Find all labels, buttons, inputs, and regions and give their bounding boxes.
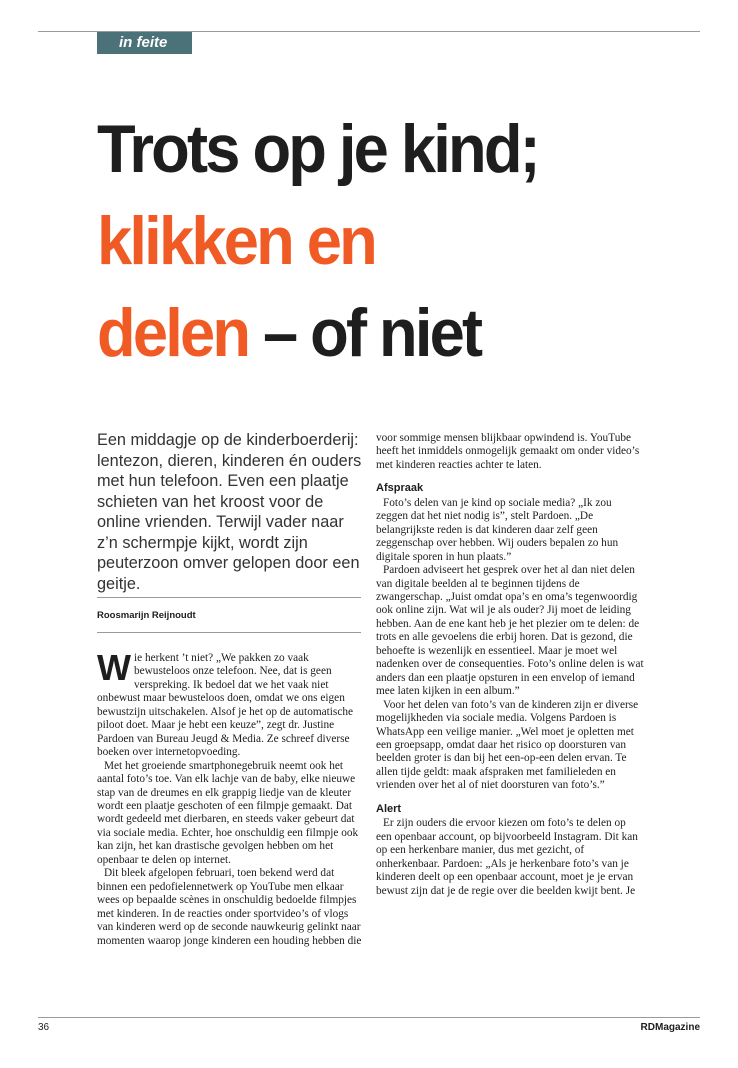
article-column-left — [97, 647, 365, 948]
section-tag: in feite — [97, 32, 192, 54]
author-rule-top — [97, 597, 361, 598]
body-paragraph: Met het groeiende smartphonegebruik neemt ook het aantal foto’s toe. Van elk lachje van de baby, elke nieuwe stap van de dreumes en elk grappig liedje van de kleuter wordt een plaatje geschoten of een filmpje gemaakt. Dat wordt gedeeld met dierbaren, en steeds vaker gebeurt dat via sociale media. Echter, hoe onschuldig een filmpje ook kan zijn, het kan drastische gevolgen hebben om het openbaar te delen op internet. — [97, 759, 359, 866]
body-paragraph: Dit bleek afgelopen februari, toen bekend werd dat binnen een pedofielennetwerk op YouTube men elkaar wees op bepaalde scènes in onschuldig bedoelde filmpjes met kinderen. In de reacties onder sportvideo’s of vlogs van kinderen werd op de seconde nauwkeurig gelinkt naar momenten waarop jonge kinderen een houding hebben die — [97, 867, 362, 947]
headline-line-2: klikken en — [97, 203, 375, 279]
page-number: 36 — [38, 1022, 50, 1033]
headline-line-3 — [97, 287, 538, 379]
body-paragraph: Voor het delen van foto’s van de kinderen zijn er diverse mogelijkheden via sociale media. Volgens Pardoen is WhatsApp een veilige manier. „Wel moet je opletten met een groepsapp, omdat daar het risico op doorsturen van beelden groter is dan bij het een-op-een delen ervan. Te allen tijde geldt: maak afspraken met familieleden en vrienden over het al of niet doorsturen van foto’s.” — [376, 698, 639, 792]
subheading-alert: Alert — [376, 802, 402, 815]
headline-line-1: Trots op je kind; — [97, 111, 538, 187]
headline — [97, 103, 538, 379]
intro-paragraph: Een middagje op de kinderboerderij: lentezon, dieren, kinderen én ouders met hun telefoon. Even een plaatje schieten van het kroost voor de online vrienden. Terwijl vader naar z’n schermpje kijkt, wordt zijn peuterzoon omver gelopen door een geitje. — [97, 431, 362, 593]
subheading-afspraak: Afspraak — [376, 482, 424, 495]
magazine-name: RDMagazine — [640, 1022, 700, 1033]
headline-line-3-rest: – of niet — [248, 295, 481, 371]
bottom-divider — [38, 1017, 700, 1018]
body-paragraph: voor sommige mensen blijkbaar opwindend is. YouTube heeft het inmiddels onmogelijk gemaakt om onder video’s met kinderen reacties achter te laten. — [376, 432, 640, 471]
body-paragraph: Pardoen adviseert het gesprek over het al dan niet delen van digitale beelden al te beginnen tijdens de zwangerschap. „Juist omdat opa’s en oma’s tegenwoordig ook online zijn. Wat wil je als ouder? Jij moet de leiding hebben. Aan de ene kant heb je het plezier om te delen: de trots en alle gevoelens die erbij horen. Dat is gezond, die behoefte is wezenlijk en essentieel. Maar je moet wel nadenken over de consequenties. Foto’s online delen is wat anders dan een plaatje opsturen in een envelop of iemand mee laten kijken in een album.” — [376, 564, 644, 698]
body-paragraph: Er zijn ouders die ervoor kiezen om foto’s te delen op een openbaar account, op bijvoorbeeld Instagram. Dit kan op een herkenbare manier, dus met gezicht, of onherkenbaar. Pardoen: „Als je herkenbare foto’s van je kinderen deelt op een openbaar account, moet je je ervan bewust zijn dat je de regie over die beelden kwijt bent. Je — [376, 817, 638, 897]
drop-cap: W — [97, 647, 131, 688]
author-byline: Roosmarijn Reijnoudt — [97, 610, 196, 621]
article-column-right — [376, 432, 644, 898]
body-paragraph: ie herkent ’t niet? „We pakken zo vaak bewusteloos onze telefoon. Nee, dat is geen verspreking. Ik bedoel dat we het vaak niet onbewust maar bewusteloos doen, omdat we ons eigen bewustzijn uitschakelen. Alsof je het op de automatische piloot doet. Maar je hebt een keuze”, zegt dr. Justine Pardoen van Bureau Jeugd & Media. Ze schreef diverse boeken over internetopvoeding. — [97, 652, 353, 759]
headline-line-3-highlight: delen — [97, 295, 249, 371]
body-paragraph: Foto’s delen van je kind op sociale media? „Ik zou zeggen dat het niet nodig is”, stelt Pardoen. „De belangrijkste reden is dat kinderen daar zelf geen zeggenschap over hebben. Wij ouders bepalen zo hun digitale sporen in hun plaats.” — [376, 496, 619, 563]
author-rule-bottom — [97, 632, 361, 633]
